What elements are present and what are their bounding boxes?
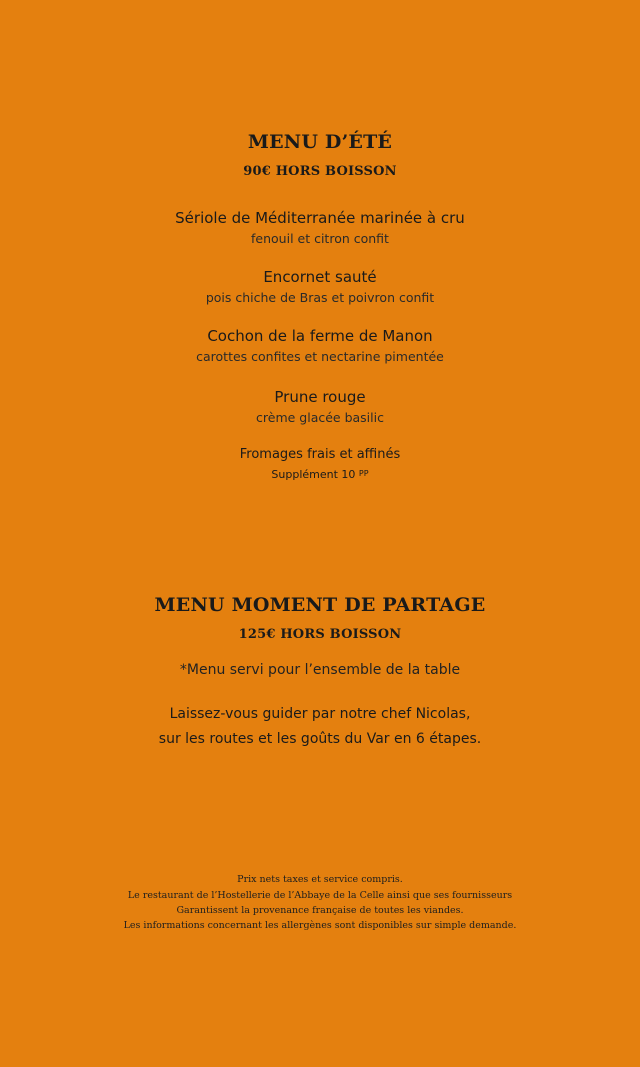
menu-ete-title: MENU D’ÉTÉ (247, 131, 393, 153)
menu-partage-price: 125€ HORS BOISSON (238, 627, 402, 642)
cheese-supplement-unit: PP (358, 469, 369, 478)
menu-partage-desc-line: sur les routes et les goûts du Var en 6 étapes. (158, 731, 482, 747)
menu-partage-note: *Menu servi pour l’ensemble de la table (179, 662, 461, 678)
cheese-supplement-text: Supplément 10 (271, 468, 356, 481)
dish-name: Encornet sauté (263, 268, 377, 286)
footer-line: Garantissent la provenance française de toutes les viandes. (176, 905, 464, 916)
dish-desc: carottes confites et nectarine pimentée (196, 349, 444, 364)
footer-line: Les informations concernant les allergènes sont disponibles sur simple demande. (123, 920, 517, 931)
menu-partage-desc-line: Laissez-vous guider par notre chef Nicolas, (169, 706, 471, 722)
footer-line: Prix nets taxes et service compris. (237, 874, 403, 885)
cheese-name: Fromages frais et affinés (239, 447, 401, 462)
dish-name: Prune rouge (274, 388, 366, 406)
dish-name: Sériole de Méditerranée marinée à cru (175, 209, 465, 227)
dish-desc: fenouil et citron confit (251, 231, 389, 246)
menu-ete-price: 90€ HORS BOISSON (243, 164, 397, 179)
dish-desc: pois chiche de Bras et poivron confit (205, 290, 435, 305)
cheese-supplement (0, 468, 640, 481)
footer-line: Le restaurant de l’Hostellerie de l’Abbaye de la Celle ainsi que ses fournisseurs (127, 890, 513, 901)
menu-partage-title: MENU MOMENT DE PARTAGE (154, 594, 486, 616)
dish-desc: crème glacée basilic (256, 410, 384, 425)
dish-name: Cochon de la ferme de Manon (207, 327, 433, 345)
